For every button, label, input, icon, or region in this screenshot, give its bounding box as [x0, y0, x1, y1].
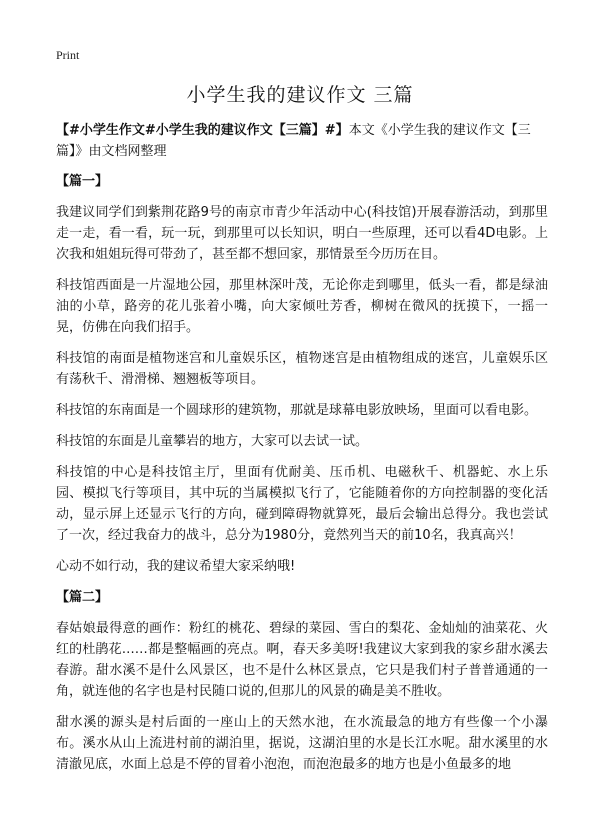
document-title: 小学生我的建议作文 三篇 [186, 84, 414, 106]
paragraph: 科技馆的东南面是一个圆球形的建筑物，那就是球幕电影放映场，里面可以看电影。 [56, 403, 538, 418]
paragraph: 心动不如行动，我的建议希望大家采纳哦! [56, 559, 296, 574]
paragraph: 科技馆西面是一片湿地公园，那里林深叶茂，无论你走到哪里，低头一看，都是绿油油的小草，路旁的花儿张着小嘴，向大家倾吐芳香，柳树在微风的抚摸下，一摇一晃，仿佛在向我们招手。 [56, 278, 548, 335]
intro-paragraph [56, 120, 548, 162]
paragraph: 科技馆的南面是植物迷宫和儿童娱乐区，植物迷宫是由植物组成的迷宫，儿童娱乐区有荡秋千、滑滑梯、翘翘板等项目。 [56, 351, 548, 387]
paragraph: 春姑娘最得意的画作：粉红的桃花、碧绿的菜园、雪白的梨花、金灿灿的油菜花、火红的杜鹃花……都是整幅画的亮点。啊，春天多美呀!我建议大家到我的家乡甜水溪去春游。甜水溪不是什么风景区，也不是什么林区景点，它只是我们村子普普通通的一角，就连他的名字也是村民随口说的,但那儿的风景的确是美不胜收。 [56, 621, 548, 699]
section-two [56, 587, 548, 775]
paragraph: 科技馆的中心是科技馆主厅，里面有优耐美、压币机、电磁秋千、机器蛇、水上乐园、模拟飞行等项目，其中玩的当属模拟飞行了，它能随着你的方向控制器的变化活动，显示屏上还显示飞行的方向，碰到障碍物就算死，最后会输出总得分。我也尝试了一次，经过我奋力的战斗，总分为1980分，竟然列当天的前10名，我真高兴！ [56, 465, 548, 543]
print-label: Print [56, 48, 80, 62]
paragraph: 甜水溪的源头是村后面的一座山上的天然水池，在水流最急的地方有些像一个小瀑布。溪水从山上流进村前的湖泊里，据说，这湖泊里的水是长江水呢。甜水溪里的水清澈见底，水面上总是不停的冒着小泡泡，而泡泡最多的地方也是小鱼最多的地 [56, 715, 548, 772]
paragraph: 科技馆的东面是儿童攀岩的地方，大家可以去试一试。 [56, 434, 369, 449]
section-one [56, 171, 548, 577]
section-heading: 【篇二】 [56, 590, 109, 605]
paragraph: 我建议同学们到紫荆花路9号的南京市青少年活动中心(科技馆)开展春游活动，到那里走一走，看一看，玩一玩，到那里可以长知识，明白一些原理，还可以看4D电影。上次我和姐姐玩得可带劲了，甚至都不想回家，那情景至今历历在目。 [56, 205, 548, 262]
intro-source-text: 本文《小学生我的建议作文【三篇】》由文档网整理 [56, 123, 531, 159]
intro-bold-tag: 【#小学生作文#小学生我的建议作文【三篇】#】 [56, 123, 349, 138]
section-heading: 【篇一】 [56, 174, 109, 189]
document-body [56, 120, 548, 785]
